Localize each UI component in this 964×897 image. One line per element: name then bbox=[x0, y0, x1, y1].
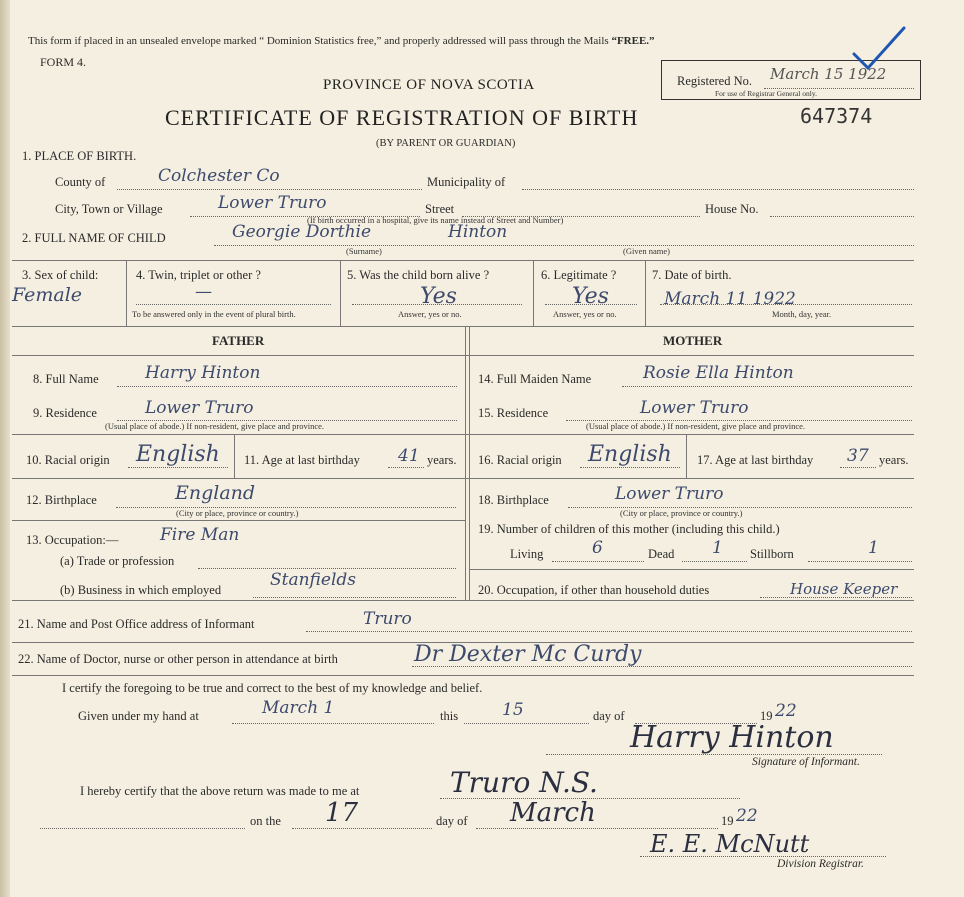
dob-value: March 11 1922 bbox=[664, 289, 796, 309]
father-name-value: Harry Hinton bbox=[145, 363, 261, 383]
on-the-label: on the bbox=[250, 814, 281, 828]
mother-birthplace-value: Lower Truro bbox=[615, 484, 724, 504]
province-heading: PROVINCE OF NOVA SCOTIA bbox=[323, 77, 535, 93]
legit-value: Yes bbox=[572, 284, 609, 309]
mail-notice-text: This form if placed in an unsealed envelope marked “ Dominion Statistics free,” and properly addressed will pass through the Mails bbox=[28, 35, 609, 47]
father-occupation-value: Fire Man bbox=[160, 525, 240, 545]
certificate-title: CERTIFICATE OF REGISTRATION OF BIRTH bbox=[165, 105, 639, 130]
mother-years: years. bbox=[879, 453, 909, 467]
father-residence-note: (Usual place of abode.) If non-resident, give place and province. bbox=[105, 421, 325, 431]
twin-value: — bbox=[195, 282, 212, 302]
child-name-label: 2. FULL NAME OF CHILD bbox=[22, 231, 166, 245]
sex-label: 3. Sex of child: bbox=[22, 268, 99, 282]
mother-dead-value: 1 bbox=[712, 538, 723, 558]
father-racial-label: 10. Racial origin bbox=[26, 453, 110, 467]
father-business-label: (b) Business in which employed bbox=[60, 583, 222, 597]
legit-label: 6. Legitimate ? bbox=[541, 268, 617, 282]
father-trade-label: (a) Trade or profession bbox=[60, 554, 175, 568]
mother-living-value: 6 bbox=[592, 538, 603, 558]
father-birthplace-label: 12. Birthplace bbox=[26, 493, 97, 507]
county-value: Colchester Co bbox=[158, 166, 280, 186]
twin-note: To be answered only in the event of plural birth. bbox=[132, 309, 296, 319]
father-age-label: 11. Age at last birthday bbox=[244, 453, 360, 467]
free-label: “FREE.” bbox=[611, 35, 655, 47]
hereby-text: I hereby certify that the above return was made to me at bbox=[80, 784, 360, 798]
alive-note: Answer, yes or no. bbox=[398, 309, 462, 319]
given-note: (Given name) bbox=[623, 246, 670, 256]
certificate-number: 647374 bbox=[800, 104, 873, 128]
month2-value: March bbox=[510, 798, 596, 828]
municipality-label: Municipality of bbox=[427, 175, 506, 189]
mother-racial-value: English bbox=[588, 442, 672, 467]
street-label: Street bbox=[425, 202, 455, 216]
mother-residence-label: 15. Residence bbox=[478, 406, 549, 420]
city-label: City, Town or Village bbox=[55, 202, 163, 216]
place-of-birth-heading: 1. PLACE OF BIRTH. bbox=[22, 149, 137, 163]
dob-note: Month, day, year. bbox=[772, 309, 832, 319]
mother-residence-value: Lower Truro bbox=[640, 398, 749, 418]
informant-signature: Harry Hinton bbox=[630, 720, 834, 755]
mother-birthplace-label: 18. Birthplace bbox=[478, 493, 549, 507]
binding-edge bbox=[0, 0, 10, 897]
father-residence-value: Lower Truro bbox=[145, 398, 254, 418]
subtitle: (BY PARENT OR GUARDIAN) bbox=[376, 138, 516, 149]
mother-occupation-label: 20. Occupation, if other than household duties bbox=[478, 583, 710, 597]
mother-stillborn-label: Stillborn bbox=[750, 547, 794, 561]
doctor-value: Dr Dexter Mc Curdy bbox=[414, 642, 642, 667]
child-surname: Hinton bbox=[448, 222, 508, 242]
mother-age-label: 17. Age at last birthday bbox=[697, 453, 814, 467]
this-value: 15 bbox=[502, 700, 524, 720]
twin-label: 4. Twin, triplet or other ? bbox=[136, 268, 261, 282]
mother-residence-note: (Usual place of abode.) If non-resident, give place and province. bbox=[586, 421, 806, 431]
mother-children-label: 19. Number of children of this mother (including this child.) bbox=[478, 522, 780, 536]
father-birthplace-note: (City or place, province or country.) bbox=[176, 508, 299, 518]
mother-dead-label: Dead bbox=[648, 547, 675, 561]
mother-birthplace-note: (City or place, province or country.) bbox=[620, 508, 743, 518]
mother-racial-label: 16. Racial origin bbox=[478, 453, 562, 467]
dob-label: 7. Date of birth. bbox=[652, 268, 732, 282]
checkmark-icon bbox=[848, 24, 908, 74]
surname-note: (Surname) bbox=[346, 246, 382, 256]
mother-occupation-value: House Keeper bbox=[790, 580, 898, 598]
registered-label: Registered No. bbox=[677, 74, 752, 88]
alive-label: 5. Was the child born alive ? bbox=[347, 268, 490, 282]
doctor-label: 22. Name of Doctor, nurse or other person in attendance at birth bbox=[18, 652, 338, 666]
mail-notice bbox=[28, 35, 655, 47]
county-label: County of bbox=[55, 175, 106, 189]
registrar-signature: E. E. McNutt bbox=[650, 830, 810, 858]
this-label: this bbox=[440, 709, 459, 723]
year2-value: 22 bbox=[736, 806, 758, 826]
mother-age-value: 37 bbox=[847, 446, 869, 466]
registrar-label: Division Registrar. bbox=[777, 858, 864, 870]
father-business-value: Stanfields bbox=[270, 570, 357, 590]
father-racial-value: English bbox=[136, 442, 220, 467]
mother-name-value: Rosie Ella Hinton bbox=[643, 363, 794, 383]
city-value: Lower Truro bbox=[218, 193, 327, 213]
mother-stillborn-value: 1 bbox=[868, 538, 879, 558]
hereby-place: Truro N.S. bbox=[450, 766, 598, 799]
mother-heading: MOTHER bbox=[663, 333, 723, 348]
day-of-label: day of bbox=[593, 709, 625, 723]
year2-prefix: 19 bbox=[721, 814, 734, 828]
registrar-note: For use of Registrar General only. bbox=[715, 89, 817, 98]
child-given-names: Georgie Dorthie bbox=[232, 222, 372, 242]
informant-value: Truro bbox=[363, 609, 412, 629]
father-birthplace-value: England bbox=[175, 482, 256, 504]
father-years: years. bbox=[427, 453, 457, 467]
father-age-value: 41 bbox=[398, 446, 420, 466]
mother-living-label: Living bbox=[510, 547, 544, 561]
sex-value: Female bbox=[12, 284, 83, 306]
certify-text: I certify the foregoing to be true and correct to the best of my knowledge and belief. bbox=[62, 681, 483, 695]
year-prefix: 19 bbox=[760, 709, 773, 723]
father-name-label: 8. Full Name bbox=[33, 372, 99, 386]
father-residence-label: 9. Residence bbox=[33, 406, 97, 420]
mother-name-label: 14. Full Maiden Name bbox=[478, 372, 592, 386]
registered-value: March 15 1922 bbox=[770, 65, 887, 83]
year-value: 22 bbox=[775, 701, 797, 721]
father-heading: FATHER bbox=[212, 333, 265, 348]
legit-note: Answer, yes or no. bbox=[553, 309, 617, 319]
given-label: Given under my hand at bbox=[78, 709, 199, 723]
alive-value: Yes bbox=[420, 284, 457, 309]
informant-label: 21. Name and Post Office address of Informant bbox=[18, 617, 255, 631]
given-place: March 1 bbox=[262, 698, 335, 718]
street-note: (If birth occurred in a hospital, give its name instead of Street and Number) bbox=[307, 215, 564, 225]
house-label: House No. bbox=[705, 202, 759, 216]
informant-sig-label: Signature of Informant. bbox=[752, 756, 860, 768]
form-number: FORM 4. bbox=[40, 55, 87, 69]
on-the-value: 17 bbox=[325, 798, 359, 828]
father-occupation-label: 13. Occupation:— bbox=[26, 533, 119, 547]
day-of2-label: day of bbox=[436, 814, 468, 828]
